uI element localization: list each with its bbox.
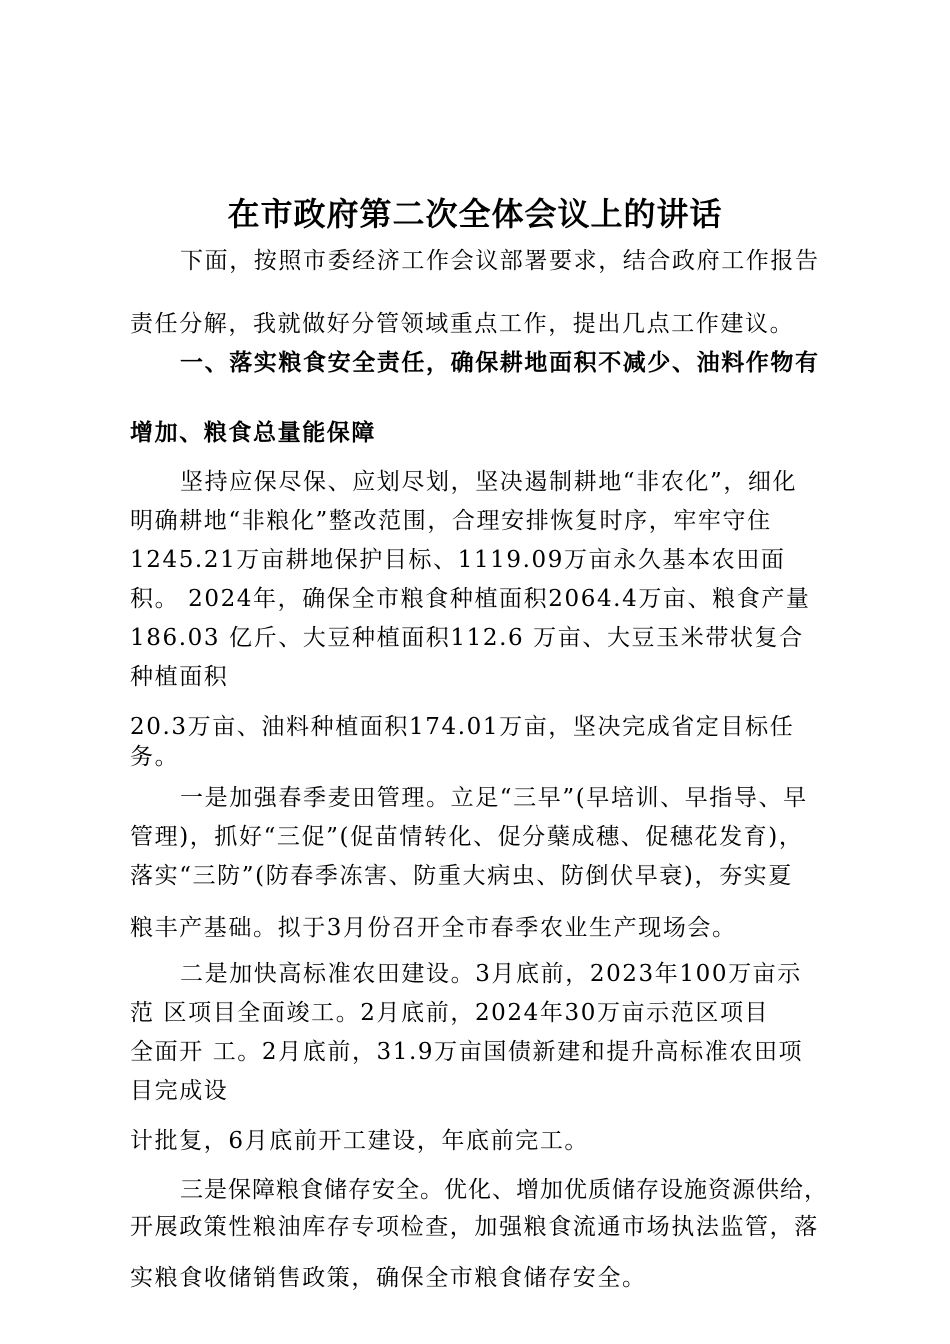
text-line: 粮丰产基础。拟于3月份召开全市春季农业生产现场会。 xyxy=(130,915,737,941)
text-line: 坚持应保尽保、应划尽划，坚决遏制耕地“非农化”，细化 xyxy=(180,469,798,495)
text-line: 三是保障粮食储存安全。优化、增加优质储存设施资源供给， xyxy=(180,1177,828,1203)
text-line: 下面，按照市委经济工作会议部署要求，结合政府工作报告 xyxy=(180,248,820,274)
text-line: 范 区项目全面竣工。2月底前，2024年30万亩示范区项目 xyxy=(130,1000,770,1026)
document-title: 在市政府第二次全体会议上的讲话 xyxy=(227,195,723,233)
text-line: 20.3万亩、油料种植面积174.01万亩，坚决完成省定目标任 xyxy=(130,714,795,740)
text-line: 落实“三防”(防春季冻害、防重大病虫、防倒伏早衰)，夯实夏 xyxy=(130,863,793,889)
text-line: 管理)，抓好“三促”(促苗情转化、促分蘖成穗、促穗花发育)， xyxy=(130,824,804,850)
section-heading: 一、落实粮食安全责任，确保耕地面积不减少、油料作物有 xyxy=(180,350,820,376)
text-line: 积。 2024年，确保全市粮食种植面积2064.4万亩、粮食产量 xyxy=(130,586,811,612)
text-line: 二是加快高标准农田建设。3月底前，2023年100万亩示 xyxy=(180,961,802,987)
text-line: 责任分解，我就做好分管领域重点工作，提出几点工作建议。 xyxy=(130,311,795,337)
text-line: 开展政策性粮油库存专项检查，加强粮食流通市场执法监管，落 xyxy=(130,1214,819,1240)
section-heading: 增加、粮食总量能保障 xyxy=(130,420,376,446)
text-line: 186.03 亿斤、大豆种植面积112.6 万亩、大豆玉米带状复合 xyxy=(130,625,804,651)
text-line: 一是加强春季麦田管理。立足“三早”(早培训、早指导、早 xyxy=(180,785,808,811)
text-line: 明确耕地“非粮化”整改范围，合理安排恢复时序，牢牢守住 xyxy=(130,508,772,534)
text-line: 实粮食收储销售政策，确保全市粮食储存安全。 xyxy=(130,1265,647,1291)
text-line: 务。 xyxy=(130,744,180,770)
text-line: 计批复，6月底前开工建设，年底前完工。 xyxy=(130,1128,590,1154)
text-line: 种植面积 xyxy=(130,664,229,690)
text-line: 目完成设 xyxy=(130,1078,229,1104)
text-line: 1245.21万亩耕地保护目标、1119.09万亩永久基本农田面 xyxy=(130,547,786,573)
text-line: 全面开 工。2月底前，31.9万亩国债新建和提升高标准农田项 xyxy=(130,1039,804,1065)
